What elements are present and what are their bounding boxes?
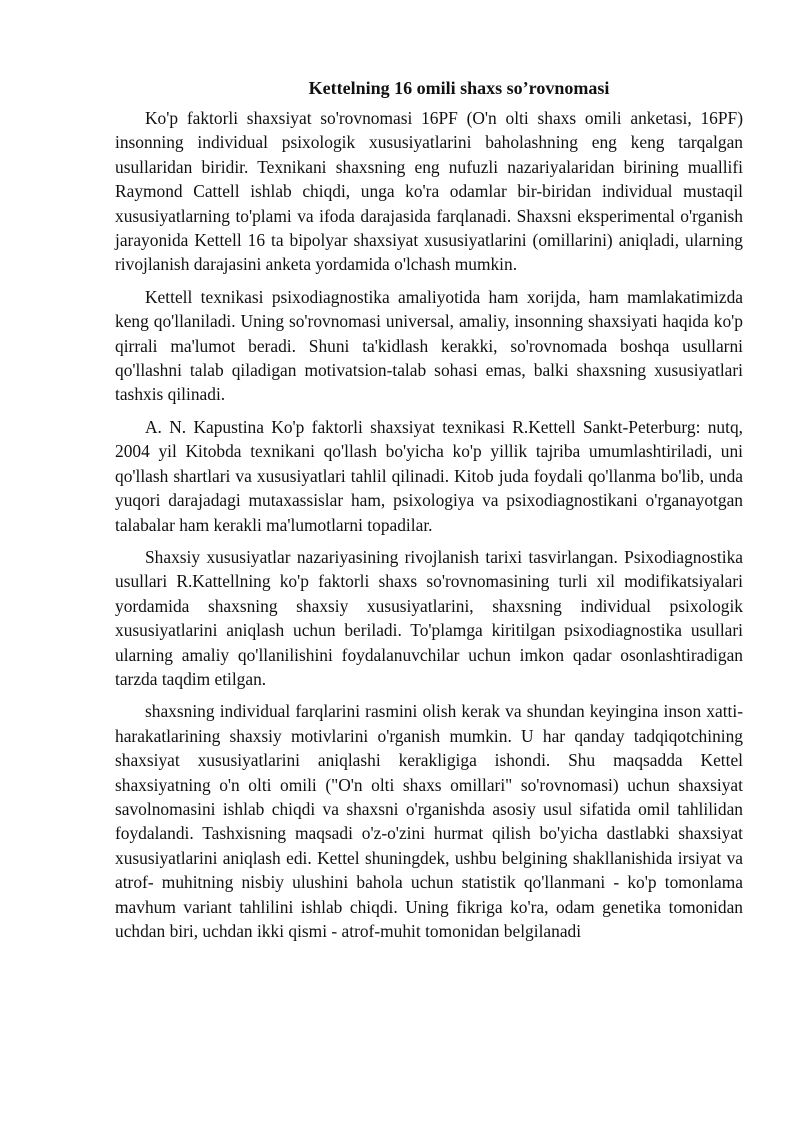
paragraph-3: A. N. Kapustina Ko'p faktorli shaxsiyat texnikasi R.Kettell Sankt-Peterburg: nutq, 2004 yil Kitobda texnikani qo'llash bo'yicha ko'p yillik tajriba umumlashtiriladi, uni qo'llash shartlari va xususiyatlari tahlil qilinadi. Kitob juda foydali qo'llanma bo'lib, unda yuqori darajadagi mutaxassislar ham, psixologiya va psixodiagnostikani o'rganayotgan talabalar ham kerakli ma'lumotlarni topadilar. [115,416,743,535]
paragraph-1: Ko'p faktorli shaxsiyat so'rovnomasi 16PF (O'n olti shaxs omili anketasi, 16PF) insonning individual psixologik xususiyatlarini baholashning eng keng tarqalgan usullaridan biridir. Texnikani shaxsning eng nufuzli nazariyalaridan birining muallifi Raymond Cattell ishlab chiqdi, unga ko'ra odamlar bir-biridan individual mustaqil xususiyatlarning to'plami va ifoda darajasida farqlanadi. Shaxsni eksperimental o'rganish jarayonida Kettell 16 ta bipolyar shaxsiyat xususiyatlarini (omillarini) aniqladi, ularning rivojlanish darajasini anketa yordamida o'lchash mumkin. [115,108,743,275]
paragraph-5: shaxsning individual farqlarini rasmini olish kerak va shundan keyingina inson xatti- harakatlarining shaxsiy motivlarini o'rganish mumkin. U har qanday tadqiqotchining shaxsiyat xususiyatlarini aniqlashi kerakligiga ishondi. Shu maqsadda Kettel shaxsiyatning o'n olti omili ("O'n olti shaxs omillari" so'rovnomasi) uchun shaxsiyat savolnomasini ishlab chiqdi va shaxsni o'rganishda asosiy usul sifatida omil tahlilidan foydalandi. Tashxisning maqsadi o'z-o'zini hurmat qilish bo'yicha dastlabki shaxsiyat xususiyatlarini aniqlash edi. Kettel shuningdek, ushbu belgining shakllanishida irsiyat va atrof- muhitning nisbiy ulushini bahola uchun statistik qo'llanmani - ko'p tomonlama mavhum variant tahlilini ishlab chiqdi. Uning fikriga ko'ra, odam genetika tomonidan uchdan biri, uchdan ikki qismi - atrof-muhit tomonidan belgilanadi [115,701,743,941]
document-page [115,76,743,951]
document-title: Kettelning 16 omili shaxs so’rovnomasi [308,78,610,98]
paragraph-4: Shaxsiy xususiyatlar nazariyasining rivojlanish tarixi tasvirlangan. Psixodiagnostika usullari R.Kattellning ko'p faktorli shaxs so'rovnomasining turli xil modifikatsiyalari yordamida shaxsning shaxsiy xususiyatlarini, shaxsning individual psixologik xususiyatlarini aniqlash uchun beriladi. To'plamga kiritilgan psixodiagnostika usullari ularning amaliy qo'llanilishini foydalanuvchilar uchun imkon qadar osonlashtiradigan tarzda taqdim etilgan. [115,546,743,689]
paragraph-2: Kettell texnikasi psixodiagnostika amaliyotida ham xorijda, ham mamlakatimizda keng qo'llaniladi. Uning so'rovnomasi universal, amaliy, insonning shaxsiyati haqida ko'p qirrali ma'lumot beradi. Shuni ta'kidlash kerakki, so'rovnomada boshqa usullarni qo'llashni talab qiladigan motivatsion-talab sohasi emas, balki shaxsning xususiyatlari tashxis qilinadi. [115,286,743,405]
